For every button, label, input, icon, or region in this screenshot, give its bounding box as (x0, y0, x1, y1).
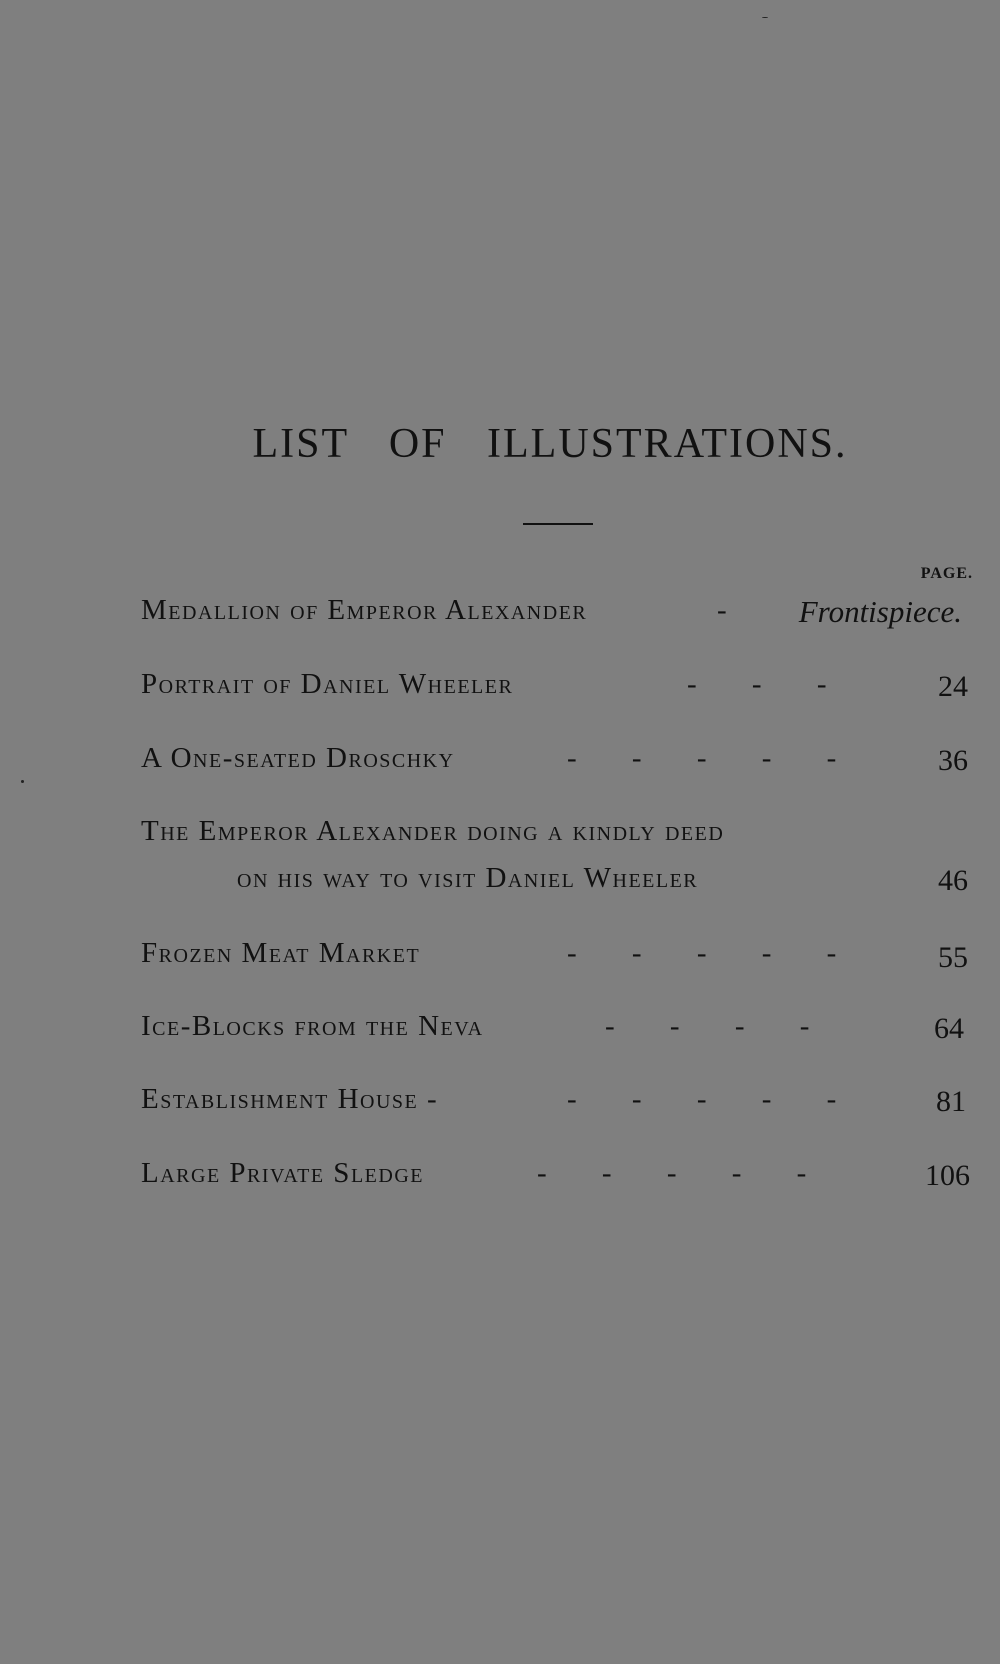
entry-leader: - - - (687, 668, 827, 700)
paper-speck (21, 780, 24, 783)
entry-label: Large Private Sledge (141, 1157, 424, 1189)
entry-label: Portrait of Daniel Wheeler (141, 668, 514, 700)
entry-label: Ice-Blocks from the Neva (141, 1010, 484, 1042)
entry-label: Medallion of Emperor Alexander (141, 594, 588, 626)
entry-page: 36 (938, 744, 968, 777)
entry-label: A One-seated Droschky (141, 742, 455, 774)
page-title: LIST OF ILLUSTRATIONS. (252, 421, 848, 467)
entry-leader: - (717, 594, 727, 626)
entry-page: 81 (936, 1085, 966, 1118)
entry-leader: - - - - - (567, 937, 837, 969)
entry-page: 46 (938, 864, 968, 897)
entry-label-line-2: on his way to visit Daniel Wheeler (237, 862, 699, 894)
title-rule (523, 523, 593, 525)
entry-leader: - - - - (605, 1010, 810, 1042)
entry-page: Frontispiece. (798, 594, 962, 629)
entry-page: 55 (938, 941, 968, 974)
entry-page: 106 (925, 1159, 970, 1192)
page-column-header: PAGE. (920, 565, 973, 582)
entry-label-line-1: The Emperor Alexander doing a kindly deed (141, 815, 725, 847)
entry-leader: - - - - - (537, 1157, 807, 1189)
paper-speck (762, 17, 768, 18)
entry-label: Establishment House - (141, 1083, 439, 1115)
entry-page: 64 (934, 1012, 964, 1045)
entry-leader: - - - - - (567, 742, 837, 774)
entry-leader: - - - - - (567, 1083, 837, 1115)
entry-label: Frozen Meat Market (141, 937, 421, 969)
entry-page: 24 (938, 670, 968, 703)
illustration-entry-emperor-deed (141, 815, 968, 895)
